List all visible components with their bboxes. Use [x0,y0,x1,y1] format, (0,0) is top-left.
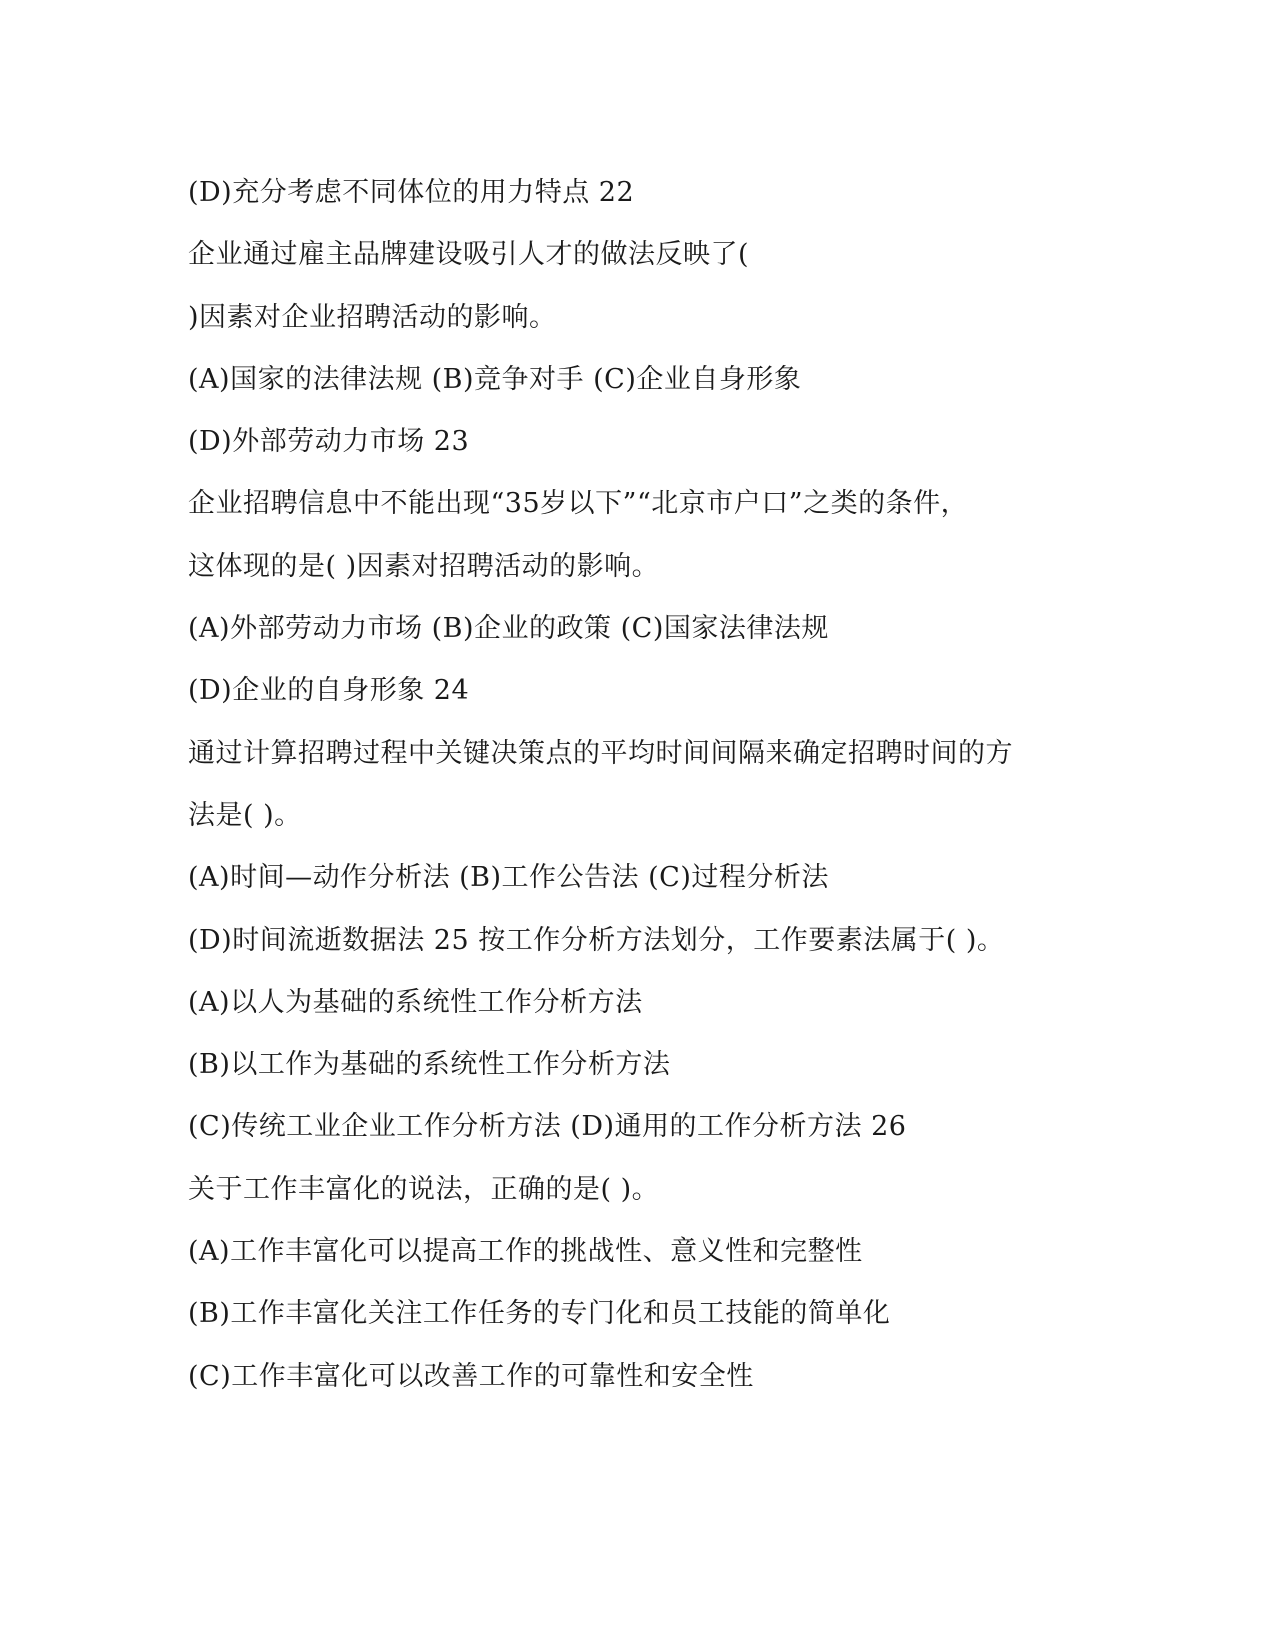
text-line-q23-options-abc: (A)外部劳动力市场 (B)企业的政策 (C)国家法律法规 [188,613,829,645]
text-line-q23-stem-cont: 这体现的是( )因素对招聘活动的影响。 [188,550,660,582]
text-line-q22-options-abc: (A)国家的法律法规 (B)竞争对手 (C)企业自身形象 [188,363,802,395]
text-line-q26-option-c: (C)工作丰富化可以改善工作的可靠性和安全性 [188,1360,754,1392]
text-line-q24-options-abc: (A)时间—动作分析法 (B)工作公告法 (C)过程分析法 [188,862,829,894]
text-line-q22-option-d: (D)外部劳动力市场 23 [188,426,470,458]
text-line-q24-stem: 通过计算招聘过程中关键决策点的平均时间间隔来确定招聘时间的方 [188,737,1013,769]
text-line-q26-option-b: (B)工作丰富化关注工作任务的专门化和员工技能的简单化 [188,1298,891,1330]
text-line-q25-option-a: (A)以人为基础的系统性工作分析方法 [188,986,643,1018]
text-line-q25-option-b: (B)以工作为基础的系统性工作分析方法 [188,1049,671,1081]
text-line-q26-stem: 关于工作丰富化的说法，正确的是( )。 [188,1173,660,1205]
text-line-q25-options-cd: (C)传统工业企业工作分析方法 (D)通用的工作分析方法 26 [188,1111,907,1143]
text-line-q26-option-a: (A)工作丰富化可以提高工作的挑战性、意义性和完整性 [188,1236,863,1268]
text-line-q22-stem: 企业通过雇主品牌建设吸引人才的做法反映了( [188,239,750,271]
text-line-q21-option-d: (D)充分考虑不同体位的用力特点 22 [188,177,635,208]
question-text-block [188,162,1188,1408]
text-line-q24-stem-cont: 法是( )。 [188,799,302,831]
text-line-q23-stem: 企业招聘信息中不能出现“35岁以下”“北京市户口”之类的条件， [188,488,969,520]
text-line-q23-option-d: (D)企业的自身形象 24 [188,675,470,707]
text-line-q24-option-d-q25-stem: (D)时间流逝数据法 25 按工作分析方法划分，工作要素法属于( )。 [188,924,1005,956]
text-line-q22-stem-cont: )因素对企业招聘活动的影响。 [188,301,557,333]
